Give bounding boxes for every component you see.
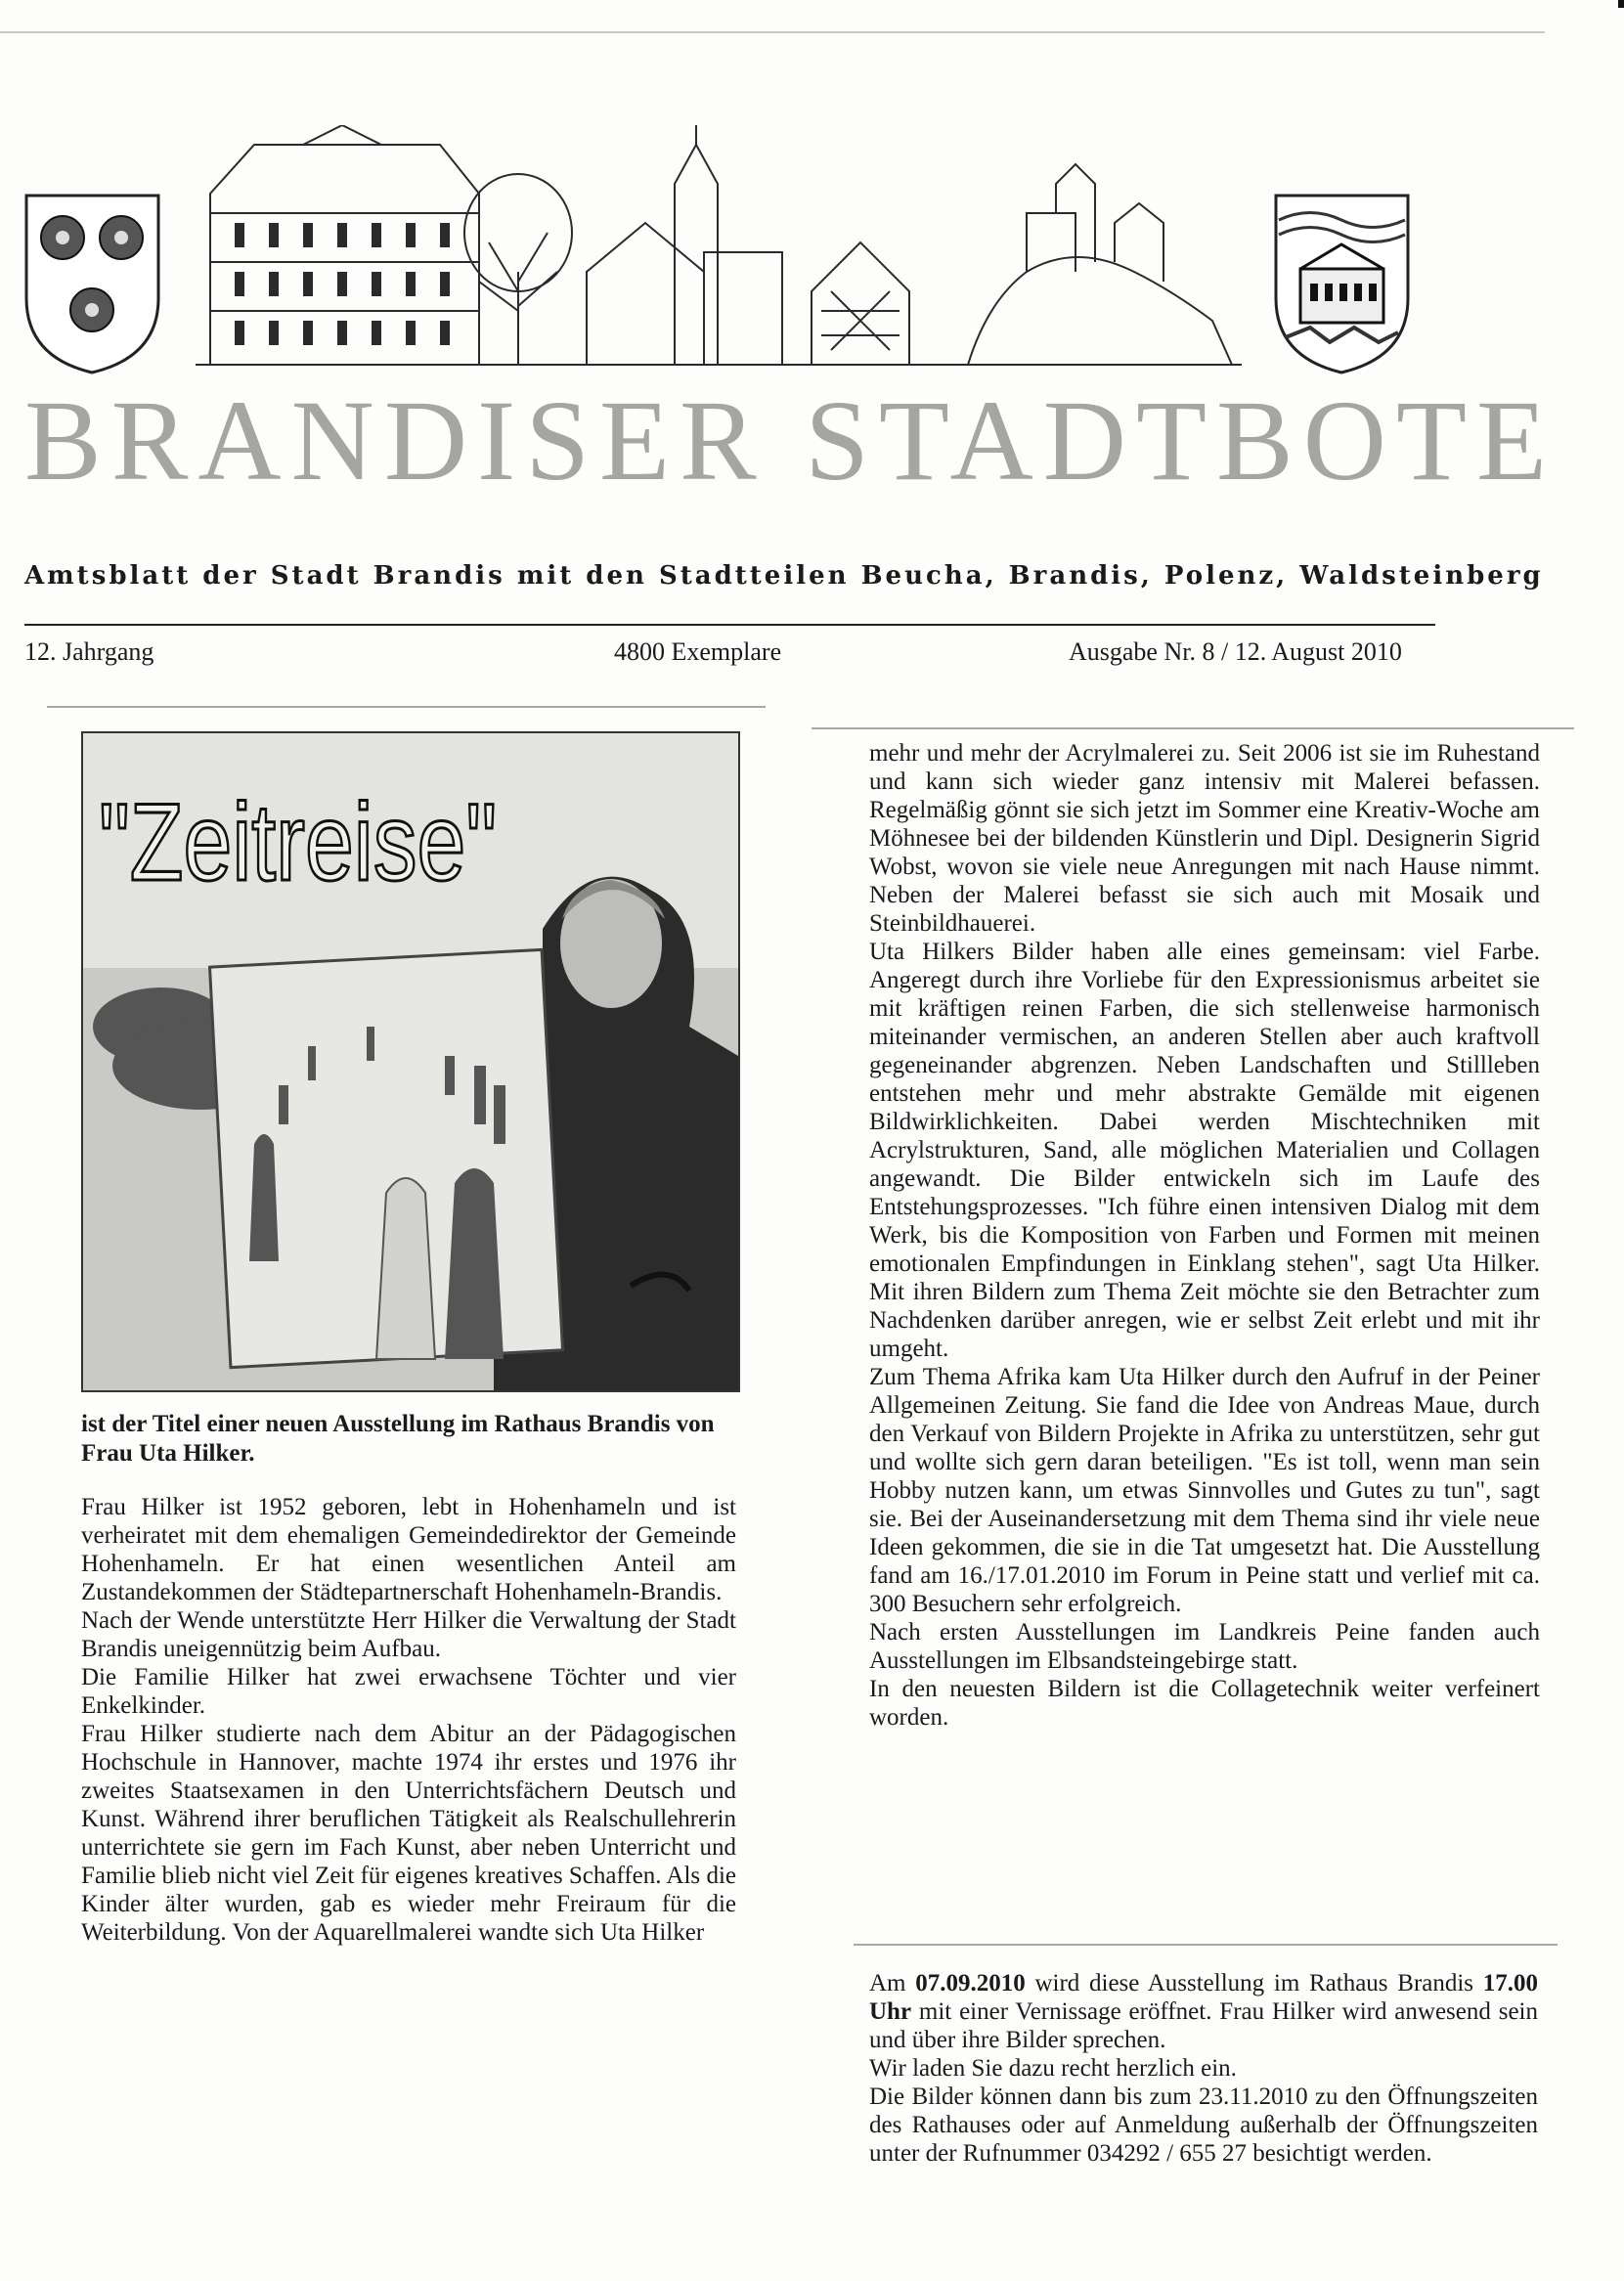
article-right-column <box>869 739 1540 1732</box>
masthead-subtitle: Amtsblatt der Stadt Brandis mit den Stadtteilen Beucha, Brandis, Polenz, Waldsteinberg <box>24 561 1544 591</box>
left-paragraph: Frau Hilker ist 1952 geboren, lebt in Hohenhameln und ist verheiratet mit dem ehemaligen Gemeindedirektor der Gemeinde Hohenhameln. Er hat einen wesentlichen Anteil am Zustandekommen der Städtepartnerschaft Hohenhameln-Brandis. <box>81 1494 736 1605</box>
right-paragraph: In den neuesten Bildern ist die Collagetechnik weiter verfeinert worden. <box>869 1676 1540 1731</box>
left-paragraph: Nach der Wende unterstützte Herr Hilker die Verwaltung der Stadt Brandis uneigennützig beim Aufbau. <box>81 1607 736 1662</box>
left-paragraph: Frau Hilker studierte nach dem Abitur an der Pädagogischen Hochschule in Hannover, machte 1974 ihr erstes und 1976 ihr zweites Staatsexamen in den Unterrichtsfächern Deutsch und Kunst. Während ihrer beruflichen Tätigkeit als Realschullehrerin unterrichtete sie gern im Fach Kunst, aber neben Unterricht und Familie blieb nicht viel Zeit für eigenes kreatives Schaffen. Als die Kinder älter wurden, gab es wieder mehr Freiraum für die Weiterbildung. Von der Aquarellmalerei wandte sich Uta Hilker <box>81 1721 736 1946</box>
notice-date: 07.09.2010 <box>915 1970 1026 1996</box>
masthead-title: BRANDISER STADTBOTE <box>24 376 1558 504</box>
article-photo <box>81 731 740 1392</box>
event-notice <box>869 1969 1538 2168</box>
notice-invite: Wir laden Sie dazu recht herzlich ein. <box>869 2055 1237 2082</box>
right-paragraph: Nach ersten Ausstellungen im Landkreis Peine fanden auch Ausstellungen im Elbsandsteingebirge statt. <box>869 1619 1540 1674</box>
beucha-coat-of-arms-icon <box>1271 191 1413 376</box>
right-paragraph: Zum Thema Afrika kam Uta Hilker durch den Aufruf in der Peiner Allgemeinen Zeitung. Sie fand die Idee von Andreas Maue, durch den Verkauf von Bildern Projekte in Afrika zu unterstützen, sehr gut und wollte sich gern daran beteiligen. "Es ist toll, wenn man sein Hobby nutzen kann, um etwas Sinnvolles und Gutes zu tun", sagt sie. Bei der Auseinandersetzung mit dem Thema sind ihr viele neue Ideen gekommen, die sie in die Tat umgesetzt hat. Die Ausstellung fand am 16./17.01.2010 im Forum in Peine statt und verlief mit ca. 300 Besuchern sehr erfolgreich. <box>869 1364 1540 1617</box>
clipping-edge-left <box>47 706 766 708</box>
left-paragraph: Die Familie Hilker hat zwei erwachsene Töchter und vier Enkelkinder. <box>81 1664 736 1719</box>
issue-number: Ausgabe Nr. 8 / 12. August 2010 <box>1069 637 1402 666</box>
clipping-edge-right <box>812 727 1574 729</box>
article-left-column <box>81 1493 736 1947</box>
notice-time: 17.00 Uhr <box>869 1970 1539 2025</box>
notice-details: mit einer Vernissage eröffnet. Frau Hilker wird anwesend sein und über ihre Bilder sprechen. <box>869 1998 1538 2053</box>
notice-location: wird diese Ausstellung im Rathaus Brandis <box>1025 1970 1483 1996</box>
photo-heading: "Zeitreise" <box>99 781 498 904</box>
notice-intro <box>869 1969 1538 2054</box>
print-run: 4800 Exemplare <box>614 637 782 666</box>
town-skyline-illustration <box>196 125 1242 374</box>
notice-separator <box>854 1944 1558 1946</box>
corner-mark <box>1618 0 1624 8</box>
top-edge-line <box>0 31 1545 33</box>
photo-caption: ist der Titel einer neuen Ausstellung im Rathaus Brandis von Frau Uta Hilker. <box>81 1411 715 1467</box>
right-paragraph: Uta Hilkers Bilder haben alle eines gemeinsam: viel Farbe. Angeregt durch ihre Vorliebe für den Expressionismus arbeitet sie mit kräftigen reinen Farben, die sich stellenweise harmonisch miteinander vermischen, an anderen Stellen aber auch kraftvoll gegeneinander abgrenzen. Neben Landschaften und Stillleben entstehen mehr und mehr abstrakte Gemälde mit eigenen Bildwirklichkeiten. Dabei werden Mischtechniken mit Acrylstrukturen, Sand, alle möglichen Materialien und Collagen angewandt. Die Bilder entwickeln sich im Laufe des Entstehungsprozesses. "Ich führe einen intensiven Dialog mit dem Werk, bis die Komposition von Farben und Formen mit meinen emotionalen Empfindungen in Einklang stehen", sagt Uta Hilker. Mit ihren Bildern zum Thema Zeit möchte sie den Betrachter zum Nachdenken darüber anregen, wie er selbst Zeit erlebt und mit ihr umgeht. <box>869 939 1540 1362</box>
notice-prefix: Am <box>869 1970 916 1996</box>
masthead-rule <box>24 624 1435 626</box>
volume-year: 12. Jahrgang <box>24 637 154 666</box>
notice-closing: Die Bilder können dann bis zum 23.11.2010 zu den Öffnungszeiten des Rathauses oder auf Anmeldung außerhalb der Öffnungszeiten unter der Rufnummer 034292 / 655 27 besichtigt werden. <box>869 2084 1538 2167</box>
right-paragraph: mehr und mehr der Acrylmalerei zu. Seit 2006 ist sie im Ruhestand und kann sich wieder ganz intensiv mit Malerei befassen. Regelmäßig gönnt sie sich jetzt im Sommer eine Kreativ-Woche am Möhnesee bei der bildenden Künstlerin und Dipl. Designerin Sigrid Wobst, wovon sie viele neue Anregungen mit nach Hause nimmt. Neben der Malerei befasst sie sich auch mit Mosaik und Steinbildhauerei. <box>869 740 1540 937</box>
brandis-coat-of-arms-icon <box>22 191 163 376</box>
